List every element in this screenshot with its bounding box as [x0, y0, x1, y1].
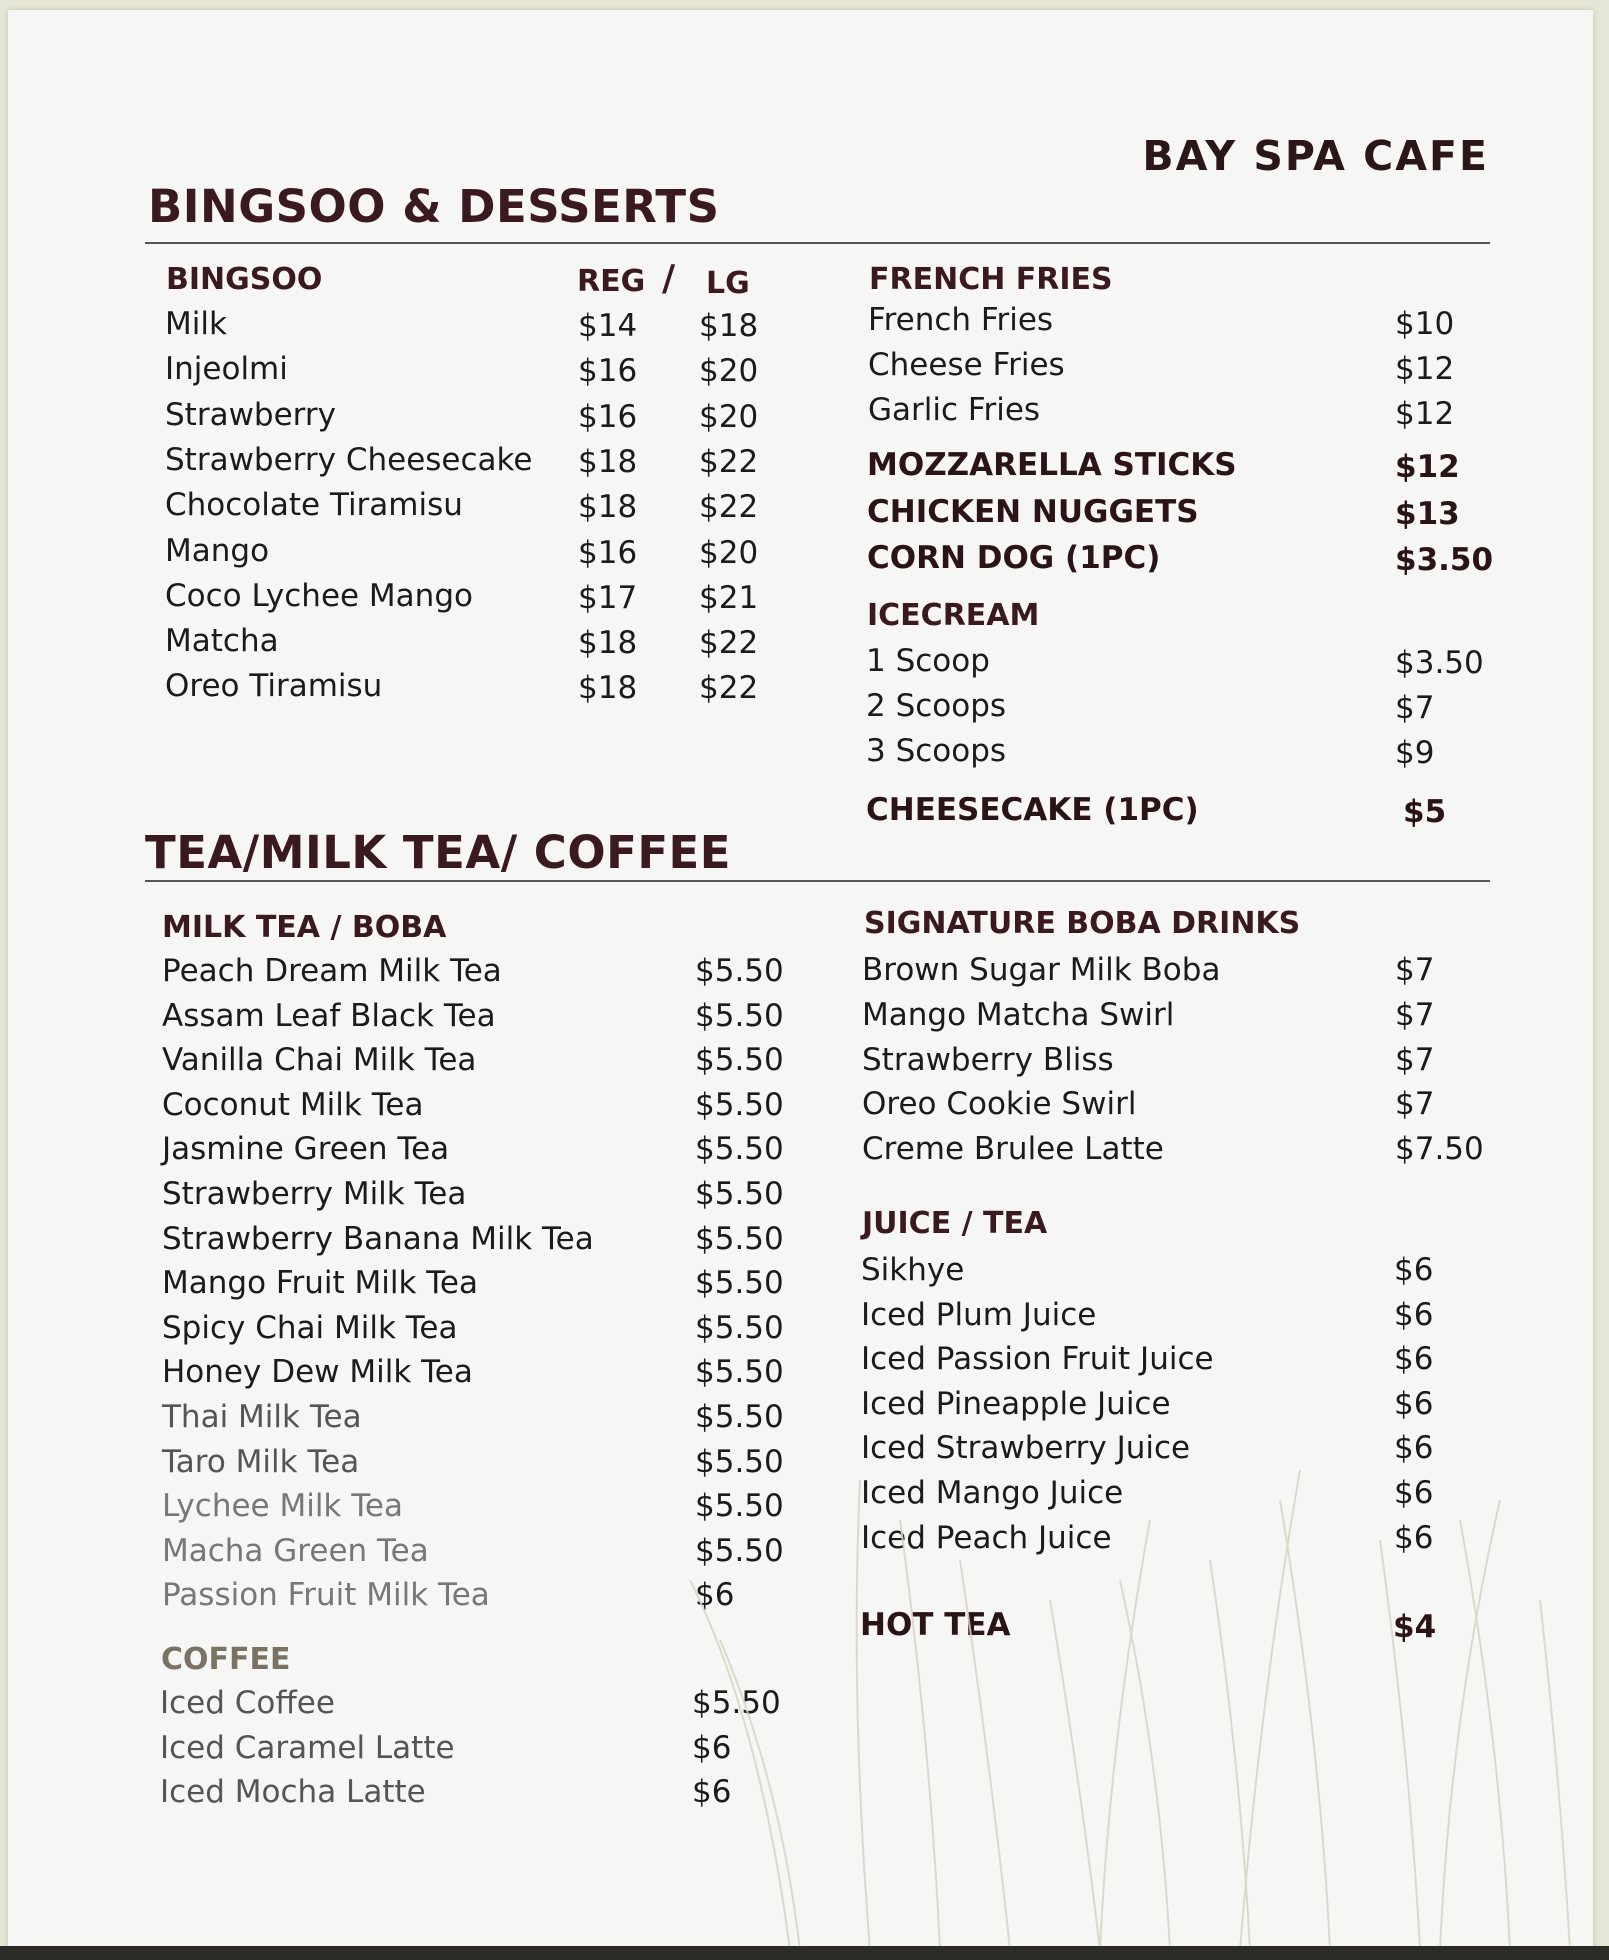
bingsoo-item-name: Matcha	[165, 623, 279, 660]
milk-tea-item-name: Jasmine Green Tea	[162, 1131, 450, 1168]
hot-tea-item: HOT TEA	[860, 1607, 1011, 1643]
juice-item-name: Iced Pineapple Juice	[861, 1385, 1171, 1422]
reg-label: REG	[577, 264, 646, 299]
coffee-item-price: $6	[692, 1729, 732, 1766]
lg-label: LG	[706, 266, 750, 301]
bingsoo-item-reg-price: $16	[578, 398, 638, 435]
bingsoo-item-name: Coco Lychee Mango	[165, 577, 473, 614]
bingsoo-item-name: Chocolate Tiramisu	[165, 487, 463, 524]
milk-tea-item-name: Passion Fruit Milk Tea	[162, 1577, 490, 1614]
juice-item-price: $6	[1394, 1252, 1434, 1288]
juice-item-name: Iced Mango Juice	[861, 1475, 1124, 1511]
juice-item-name: Iced Plum Juice	[861, 1296, 1097, 1333]
milk-tea-item-name: Macha Green Tea	[162, 1532, 429, 1569]
bingsoo-item-lg-price: $22	[699, 443, 759, 480]
bingsoo-item-reg-price: $17	[578, 579, 638, 616]
bingsoo-item-lg-price: $22	[699, 625, 759, 662]
bingsoo-item-lg-price: $20	[699, 534, 759, 571]
bingsoo-item-lg-price: $22	[699, 489, 759, 526]
bingsoo-item-reg-price: $18	[578, 443, 638, 480]
bingsoo-item-name: Oreo Tiramisu	[165, 668, 383, 705]
milk-tea-item-name: Lychee Milk Tea	[162, 1488, 403, 1525]
juice-item-name: Iced Passion Fruit Juice	[861, 1341, 1214, 1378]
juice-item-price: $6	[1394, 1519, 1434, 1556]
milk-tea-item-price: $5.50	[695, 1220, 784, 1257]
signature-item-price: $7	[1395, 1086, 1435, 1123]
fries-item-name: French Fries	[868, 302, 1054, 338]
milk-tea-item-name: Taro Milk Tea	[162, 1443, 360, 1480]
signature-item-price: $7	[1395, 996, 1435, 1033]
bingsoo-item-reg-price: $16	[578, 353, 638, 390]
signature-item-name: Brown Sugar Milk Boba	[862, 952, 1221, 988]
bingsoo-item-lg-price: $20	[699, 353, 759, 390]
french-fries-header: FRENCH FRIES	[869, 262, 1113, 297]
bingsoo-item-lg-price: $22	[699, 670, 759, 707]
juice-item-name: Sikhye	[861, 1252, 965, 1288]
milk-tea-item-price: $5.50	[695, 1488, 784, 1525]
icecream-item-price: $3.50	[1395, 645, 1484, 681]
icecream-item-price: $9	[1395, 735, 1435, 771]
fries-item-name: Garlic Fries	[868, 392, 1041, 428]
milk-tea-item-price: $5.50	[695, 953, 784, 989]
icecream-header: ICECREAM	[867, 598, 1040, 633]
juice-item-price: $6	[1394, 1341, 1434, 1378]
bingsoo-item-name: Strawberry	[165, 396, 336, 433]
bingsoo-item-lg-price: $18	[699, 308, 759, 344]
bingsoo-item-name: Mango	[165, 532, 270, 569]
bingsoo-item-lg-price: $21	[699, 579, 759, 616]
milk-tea-item-name: Coconut Milk Tea	[162, 1086, 424, 1123]
juice-header: JUICE / TEA	[862, 1206, 1048, 1241]
bingsoo-item-reg-price: $18	[578, 489, 638, 526]
coffee-item-name: Iced Caramel Latte	[160, 1729, 455, 1766]
bingsoo-item-reg-price: $18	[578, 625, 638, 662]
fries-item-name: Cheese Fries	[868, 347, 1065, 383]
milk-tea-item-price: $5.50	[695, 1309, 784, 1346]
bingsoo-item-name: Milk	[165, 306, 227, 342]
coffee-header: COFFEE	[161, 1642, 291, 1677]
milk-tea-item-price: $5.50	[695, 1532, 784, 1569]
milk-tea-item-name: Peach Dream Milk Tea	[162, 953, 502, 989]
icecream-item-name: 1 Scoop	[866, 643, 990, 679]
milk-tea-item-price: $5.50	[695, 1443, 784, 1480]
milk-tea-item-name: Strawberry Milk Tea	[162, 1176, 467, 1212]
milk-tea-item-price: $6	[695, 1577, 735, 1614]
milk-tea-item-price: $5.50	[695, 1176, 784, 1212]
milk-tea-item-price: $5.50	[695, 1354, 784, 1391]
section-title-desserts: BINGSOO & DESSERTS	[148, 180, 720, 233]
signature-item-name: Mango Matcha Swirl	[862, 996, 1175, 1033]
milk-tea-item-price: $5.50	[695, 1131, 784, 1168]
hot-tea-price: $4	[1393, 1609, 1437, 1645]
milk-tea-item-name: Honey Dew Milk Tea	[162, 1354, 473, 1391]
snack-item-name: MOZZARELLA STICKS	[867, 447, 1237, 483]
size-separator: /	[662, 258, 676, 299]
signature-item-name: Strawberry Bliss	[862, 1041, 1114, 1078]
snack-item-name: CORN DOG (1PC)	[867, 540, 1161, 576]
icecream-item-price: $7	[1395, 690, 1435, 726]
coffee-item-price: $6	[692, 1774, 732, 1810]
milk-tea-item-price: $5.50	[695, 1042, 784, 1079]
milk-tea-item-price: $5.50	[695, 1399, 784, 1435]
coffee-item-name: Iced Coffee	[160, 1685, 335, 1721]
section-title-tea: TEA/MILK TEA/ COFFEE	[145, 826, 732, 879]
signature-item-price: $7	[1395, 1041, 1435, 1078]
coffee-item-price: $5.50	[692, 1685, 781, 1721]
snack-item-price: $13	[1395, 496, 1460, 532]
cheesecake-item: CHEESECAKE (1PC)	[866, 792, 1199, 828]
signature-item-price: $7.50	[1395, 1131, 1484, 1168]
juice-item-price: $6	[1394, 1475, 1434, 1511]
milk-tea-item-price: $5.50	[695, 1086, 784, 1123]
bingsoo-item-reg-price: $14	[578, 308, 638, 344]
bingsoo-item-lg-price: $20	[699, 398, 759, 435]
juice-item-price: $6	[1394, 1385, 1434, 1422]
snack-item-price: $3.50	[1395, 542, 1494, 578]
coffee-item-name: Iced Mocha Latte	[160, 1774, 426, 1810]
milk-tea-item-name: Spicy Chai Milk Tea	[162, 1309, 458, 1346]
juice-item-name: Iced Peach Juice	[861, 1519, 1112, 1556]
signature-item-price: $7	[1395, 952, 1435, 988]
bingsoo-item-name: Injeolmi	[165, 351, 288, 388]
cafe-name: BAY SPA CAFE	[1142, 132, 1489, 180]
fries-item-price: $10	[1395, 306, 1455, 342]
juice-item-price: $6	[1394, 1296, 1434, 1333]
signature-header: SIGNATURE BOBA DRINKS	[864, 906, 1301, 941]
board-frame-bottom	[0, 1946, 1609, 1960]
bingsoo-item-name: Strawberry Cheesecake	[165, 441, 533, 478]
snack-item-name: CHICKEN NUGGETS	[867, 494, 1199, 530]
cheesecake-price: $5	[1403, 794, 1447, 830]
milk-tea-item-name: Strawberry Banana Milk Tea	[162, 1220, 594, 1257]
juice-item-price: $6	[1394, 1430, 1434, 1467]
milk-tea-item-price: $5.50	[695, 1265, 784, 1302]
icecream-item-name: 2 Scoops	[866, 688, 1007, 724]
icecream-item-name: 3 Scoops	[866, 733, 1007, 769]
signature-item-name: Oreo Cookie Swirl	[862, 1086, 1137, 1123]
milk-tea-item-price: $5.50	[695, 997, 784, 1034]
fries-item-price: $12	[1395, 351, 1455, 387]
snack-item-price: $12	[1395, 449, 1460, 485]
milk-tea-item-name: Vanilla Chai Milk Tea	[162, 1042, 477, 1079]
fries-item-price: $12	[1395, 396, 1455, 432]
juice-item-name: Iced Strawberry Juice	[861, 1430, 1191, 1467]
bingsoo-header: BINGSOO	[166, 262, 323, 297]
milk-tea-item-name: Thai Milk Tea	[162, 1399, 362, 1435]
bingsoo-item-reg-price: $16	[578, 534, 638, 571]
bingsoo-item-reg-price: $18	[578, 670, 638, 707]
milk-tea-item-name: Mango Fruit Milk Tea	[162, 1265, 478, 1302]
milk-tea-header: MILK TEA / BOBA	[162, 910, 447, 945]
signature-item-name: Creme Brulee Latte	[862, 1131, 1164, 1168]
milk-tea-item-name: Assam Leaf Black Tea	[162, 997, 496, 1034]
